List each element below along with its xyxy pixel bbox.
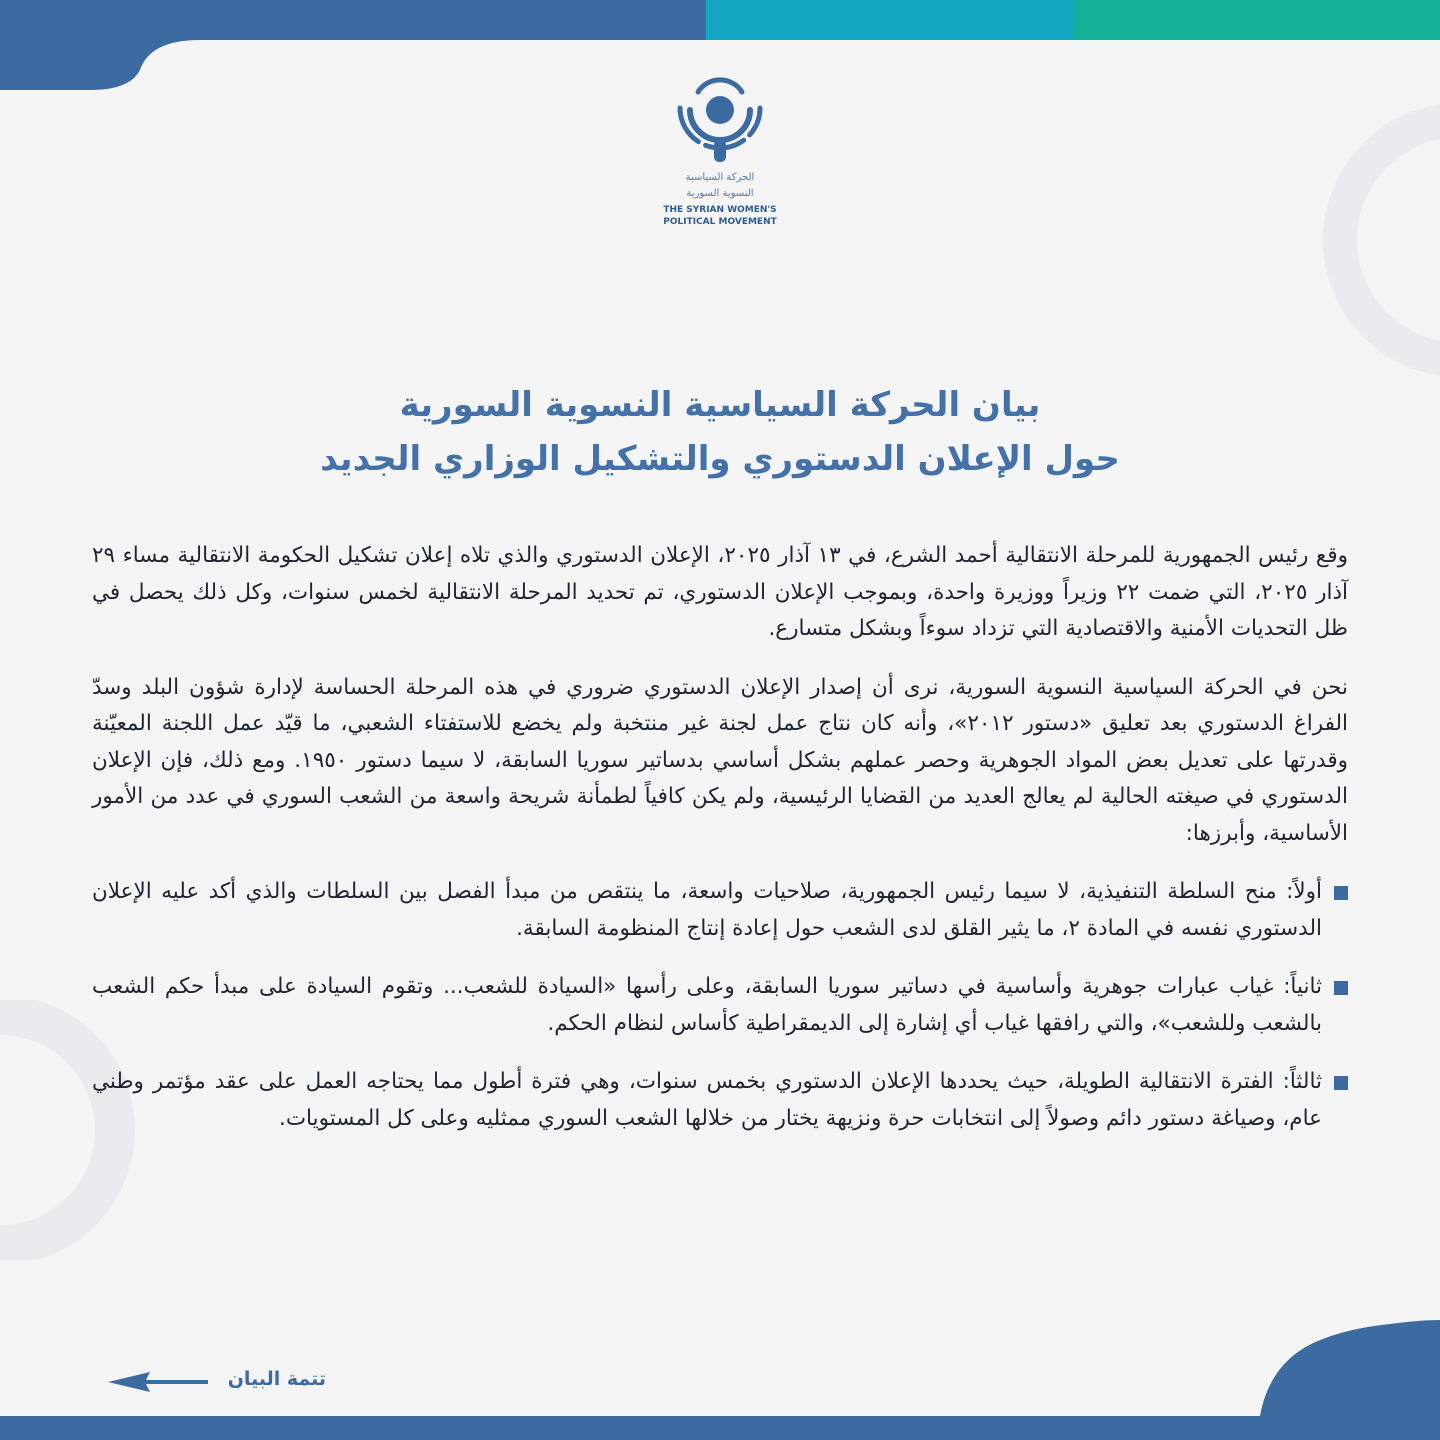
arrow-left-icon: [108, 1372, 208, 1392]
top-bar-green: [1074, 0, 1440, 40]
paragraph: نحن في الحركة السياسية النسوية السورية، نرى أن إصدار الإعلان الدستوري ضروري في هذه المرحلة الحساسة لإدارة شؤون البلد وسدّ الفراغ الدستوري بعد تعليق «دستور ٢٠١٢»، وأنه كان نتاج عمل لجنة غير منتخبة ولم يخضع للاستفتاء الشعبي، ما قيّد عمل اللجنة المعيّنة وقدرتها على تعديل بعض المواد الجوهرية وحصر عملهم بشكل أساسي بدساتير سوريا السابقة، لا سيما دستور ١٩٥٠. ومع ذلك، فإن الإعلان الدستوري في صيغته الحالية لم يعالج العديد من القضايا الرئيسية، ولم يكن كافياً لطمأنة شريحة واسعة من الشعب السوري في عدد من الأمور الأساسية، وأبرزها:: [92, 674, 1348, 846]
paragraph: وقع رئيس الجمهورية للمرحلة الانتقالية أحمد الشرع، في ١٣ آذار ٢٠٢٥، الإعلان الدستوري والذي تلاه إعلان تشكيل الحكومة الانتقالية مساء ٢٩ آذار ٢٠٢٥، التي ضمت ٢٢ وزيراً ووزيرة واحدة، وبموجب الإعلان الدستوري، تم تحديد المرحلة الانتقالية لخمس سنوات، وكل ذلك يحصل في ظل التحديات الأمنية والاقتصادية التي تزداد سوءاً وبشكل متسارع.: [92, 543, 1349, 641]
statement-body: [92, 538, 1348, 1159]
bullet-item: [92, 969, 1348, 1042]
bottom-right-curve-decoration: [1260, 1320, 1440, 1416]
bullet-square-icon: [1334, 1076, 1348, 1090]
right-watermark-decoration: [1320, 100, 1440, 380]
title-line2: حول الإعلان الدستوري والتشكيل الوزاري الجديد: [320, 439, 1120, 479]
logo-arabic-line2: النسوية السورية: [686, 188, 754, 199]
logo-english-line1: THE SYRIAN WOMEN'S: [663, 205, 777, 215]
bullet-text: ثالثاً: الفترة الانتقالية الطويلة، حيث يحددها الإعلان الدستوري بخمس سنوات، وهي فترة أطول مما يحتاجه العمل على عقد مؤتمر وطني عام، وصياغة دستور دائم وصولاً إلى انتخابات حرة ونزيهة يختار من خلالها الشعب السوري ممثليه وعلى كل المستويات.: [92, 1069, 1322, 1131]
continue-label: تتمة البيان: [227, 1368, 326, 1390]
statement-title: [200, 378, 1240, 486]
bullet-item: [92, 1064, 1348, 1137]
bullet-text: أولاً: منح السلطة التنفيذية، لا سيما رئيس الجمهورية، صلاحيات واسعة، ما ينتقص من مبدأ الفصل بين السلطات والذي أكد عليه الإعلان الدستوري نفسه في المادة ٢، ما يثير القلق لدى الشعب حول إعادة إنتاج المنظومة السابقة.: [92, 879, 1322, 941]
top-left-curve-decoration: [0, 40, 200, 90]
logo-english-line2: POLITICAL MOVEMENT: [663, 217, 777, 227]
logo-arabic-line1: الحركة السياسية: [685, 172, 755, 183]
women-movement-logo-icon: [672, 72, 768, 168]
bottom-bar: [0, 1416, 1440, 1440]
bullet-text: ثانياً: غياب عبارات جوهرية وأساسية في دساتير سوريا السابقة، وعلى رأسها «السيادة للشعب... وتقوم السيادة على مبدأ حكم الشعب بالشعب وللشعب»، والتي رافقها غياب أي إشارة إلى الديمقراطية كأساس لنظام الحكم.: [92, 974, 1322, 1036]
continue-statement-link[interactable]: [100, 1362, 340, 1402]
bullet-square-icon: [1334, 981, 1348, 995]
top-bar-teal: [706, 0, 1074, 40]
bullet-square-icon: [1334, 886, 1348, 900]
organization-logo: [620, 72, 820, 242]
bullet-item: [92, 874, 1348, 947]
top-bar-blue: [0, 0, 706, 40]
title-line1: بيان الحركة السياسية النسوية السورية: [399, 385, 1041, 425]
